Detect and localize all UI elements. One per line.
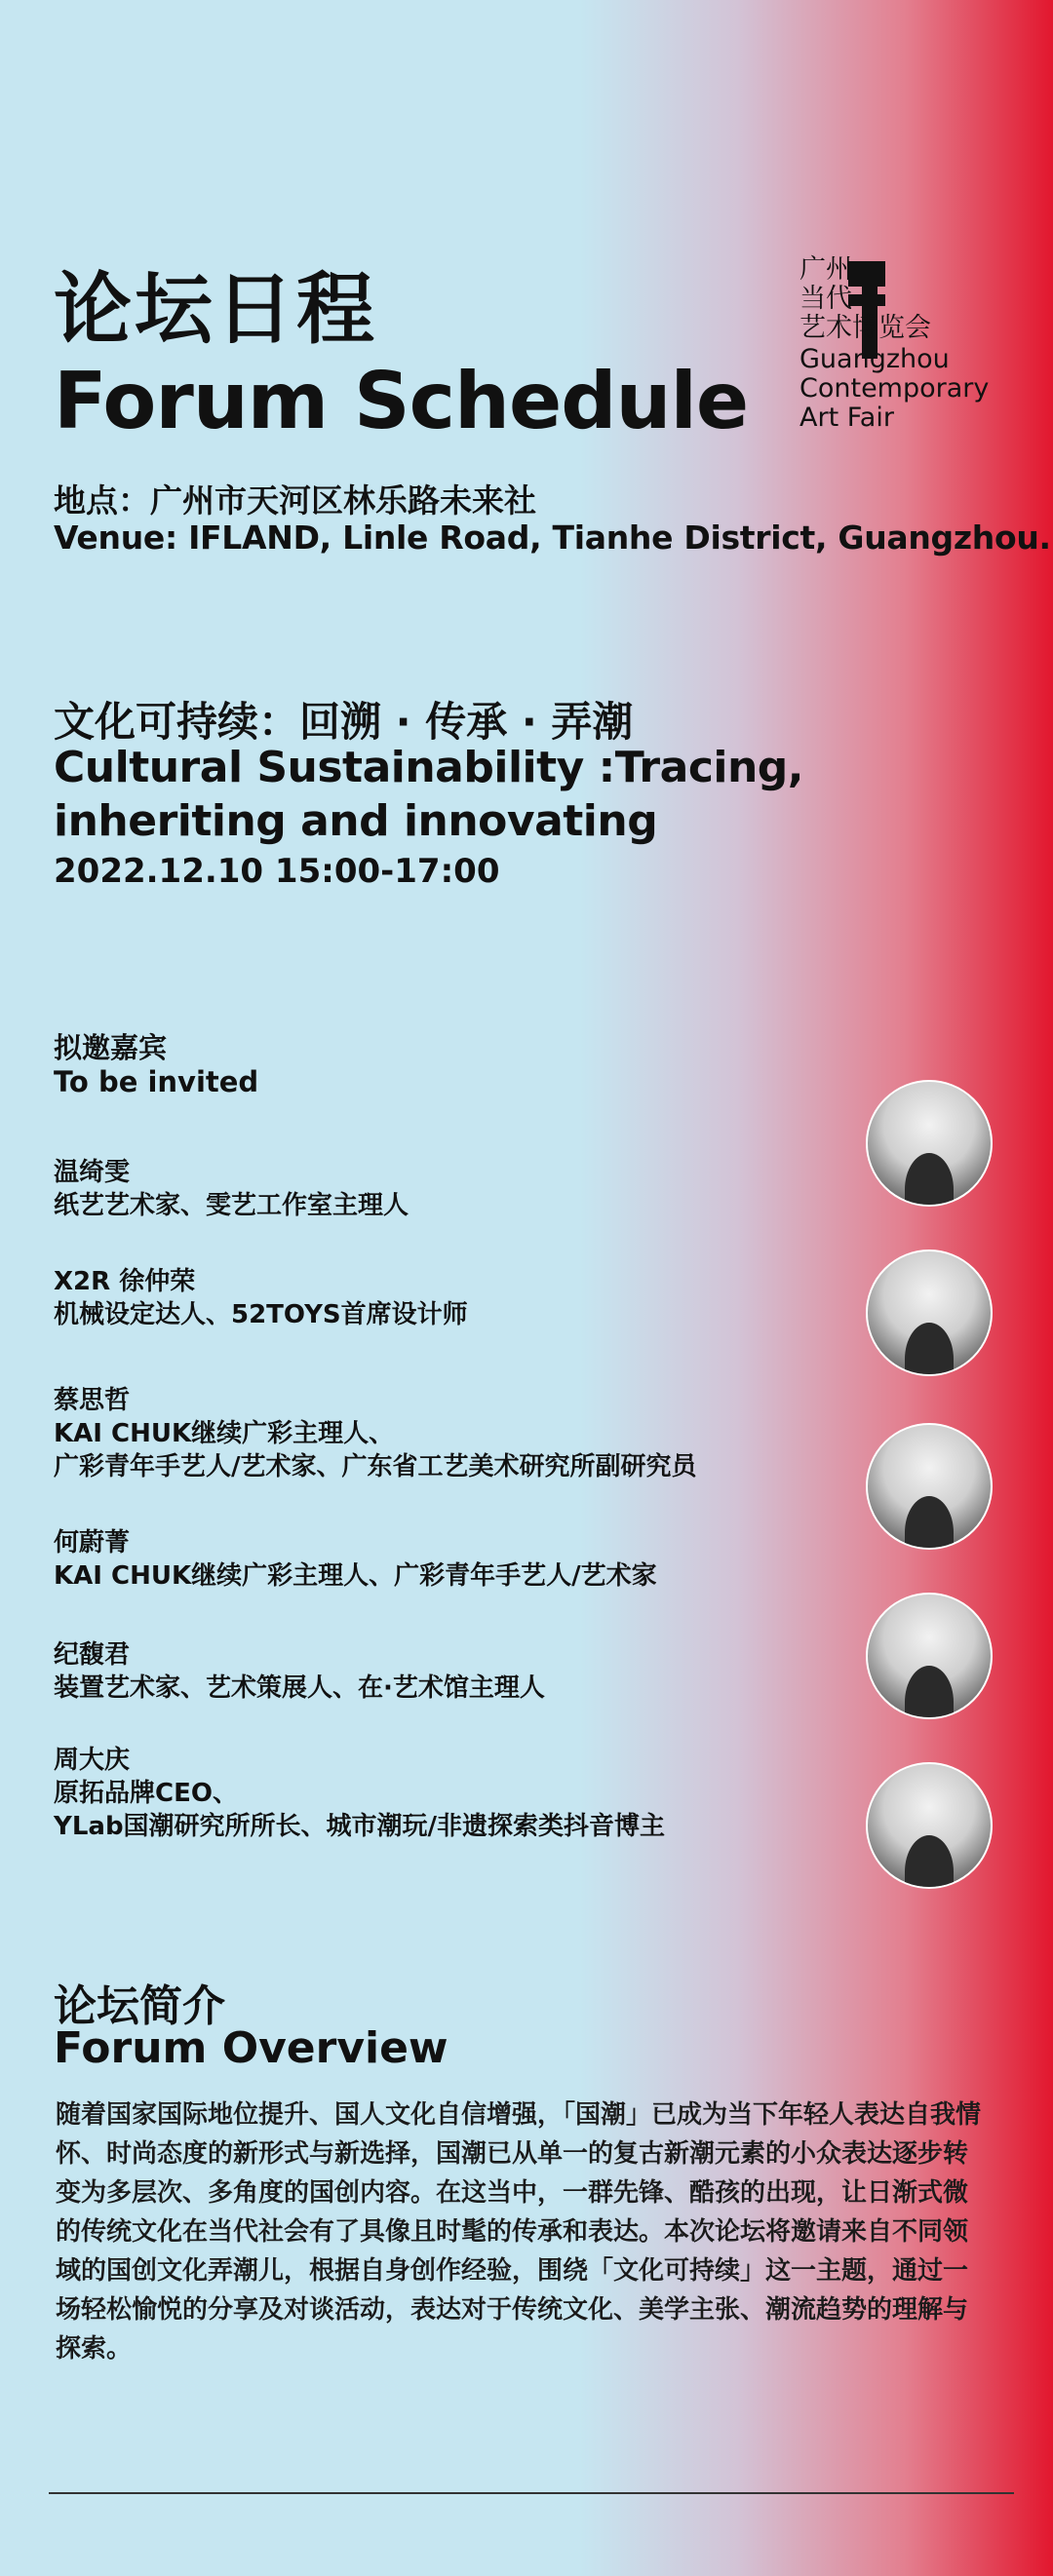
logo-line: 艺术博览会 (800, 313, 931, 343)
speaker-photo (866, 1593, 993, 1719)
logo-line: 广州 (800, 254, 852, 285)
bottom-divider (49, 2492, 1014, 2494)
speaker-name: 周大庆 (54, 1746, 131, 1775)
topic-title-en: Cultural Sustainability :Tracing, inheriting and innovating (54, 743, 804, 846)
speaker-photo (866, 1762, 993, 1889)
overview-body: 随着国家国际地位提升、国人文化自信增强，「国潮」已成为当下年轻人表达自我情怀、时尚态度的新形式与新选择，国潮已从单一的复古新潮元素的小众表达逐步转变为多层次、多角度的国创内容。在这当中，一群先锋、酷孩的出现，让日渐式微的传统文化在当代社会有了具像且时髦的传承和表达。本次论坛将邀请来自不同领域的国创文化弄潮儿，根据自身创作经验，围绕「文化可持续」这一主题，通过一场轻松愉悦的分享及对谈活动，表达对于传统文化、美学主张、潮流趋势的理解与探索。 (56, 2100, 982, 2364)
speaker-title: 纸艺艺术家、雯艺工作室主理人 (54, 1191, 410, 1220)
logo-line: 当代 (800, 284, 852, 314)
guests-heading-en: To be invited (54, 1065, 259, 1098)
logo-line: Art Fair (800, 403, 894, 433)
speaker-title: 广彩青年手艺人/艺术家、广东省工艺美术研究所副研究员 (54, 1452, 697, 1481)
speaker-title: 原拓品牌CEO、 (54, 1779, 238, 1808)
logo-line: Contemporary (800, 373, 990, 404)
topic-title-cn: 文化可持续：回溯 · 传承 · 弄潮 (54, 698, 634, 746)
speaker-item (54, 1265, 468, 1331)
speaker-item (54, 1638, 545, 1705)
speaker-item (54, 1384, 697, 1483)
speaker-photo (866, 1423, 993, 1550)
speaker-title: KAI CHUK继续广彩主理人、 (54, 1419, 395, 1448)
speaker-title: YLab国潮研究所所长、城市潮玩/非遗探索类抖音博主 (54, 1812, 666, 1841)
guests-heading-cn: 拟邀嘉宾 (54, 1031, 168, 1064)
speaker-item (54, 1744, 665, 1843)
speaker-title: KAI CHUK继续广彩主理人、广彩青年手艺人/艺术家 (54, 1561, 657, 1591)
speaker-name: 纪馥君 (54, 1640, 131, 1670)
speaker-name: 蔡思哲 (54, 1386, 131, 1415)
speaker-item (54, 1156, 409, 1222)
speaker-name: 何蔚菁 (54, 1528, 131, 1557)
logo-line: Guangzhou (800, 344, 950, 374)
overview-title-en: Forum Overview (54, 2023, 448, 2073)
venue-en: Venue: IFLAND, Linle Road, Tianhe District, Guangzhou. (54, 519, 1051, 557)
topic-datetime: 2022.12.10 15:00-17:00 (54, 852, 500, 891)
venue-cn: 地点：广州市天河区林乐路未来社 (54, 481, 536, 519)
speaker-photo (866, 1080, 993, 1207)
speaker-item (54, 1526, 657, 1593)
page-title-cn: 论坛日程 (54, 264, 377, 355)
speaker-name: 温绮雯 (54, 1158, 131, 1187)
speaker-photo (866, 1250, 993, 1376)
speaker-title: 机械设定达人、52TOYS首席设计师 (54, 1300, 468, 1329)
page-title-en: Forum Schedule (54, 356, 749, 446)
overview-title-cn: 论坛简介 (54, 1981, 225, 2031)
speaker-name: X2R 徐仲荣 (54, 1267, 196, 1296)
speaker-title: 装置艺术家、艺术策展人、在·艺术馆主理人 (54, 1673, 545, 1703)
fair-logo (792, 254, 990, 433)
